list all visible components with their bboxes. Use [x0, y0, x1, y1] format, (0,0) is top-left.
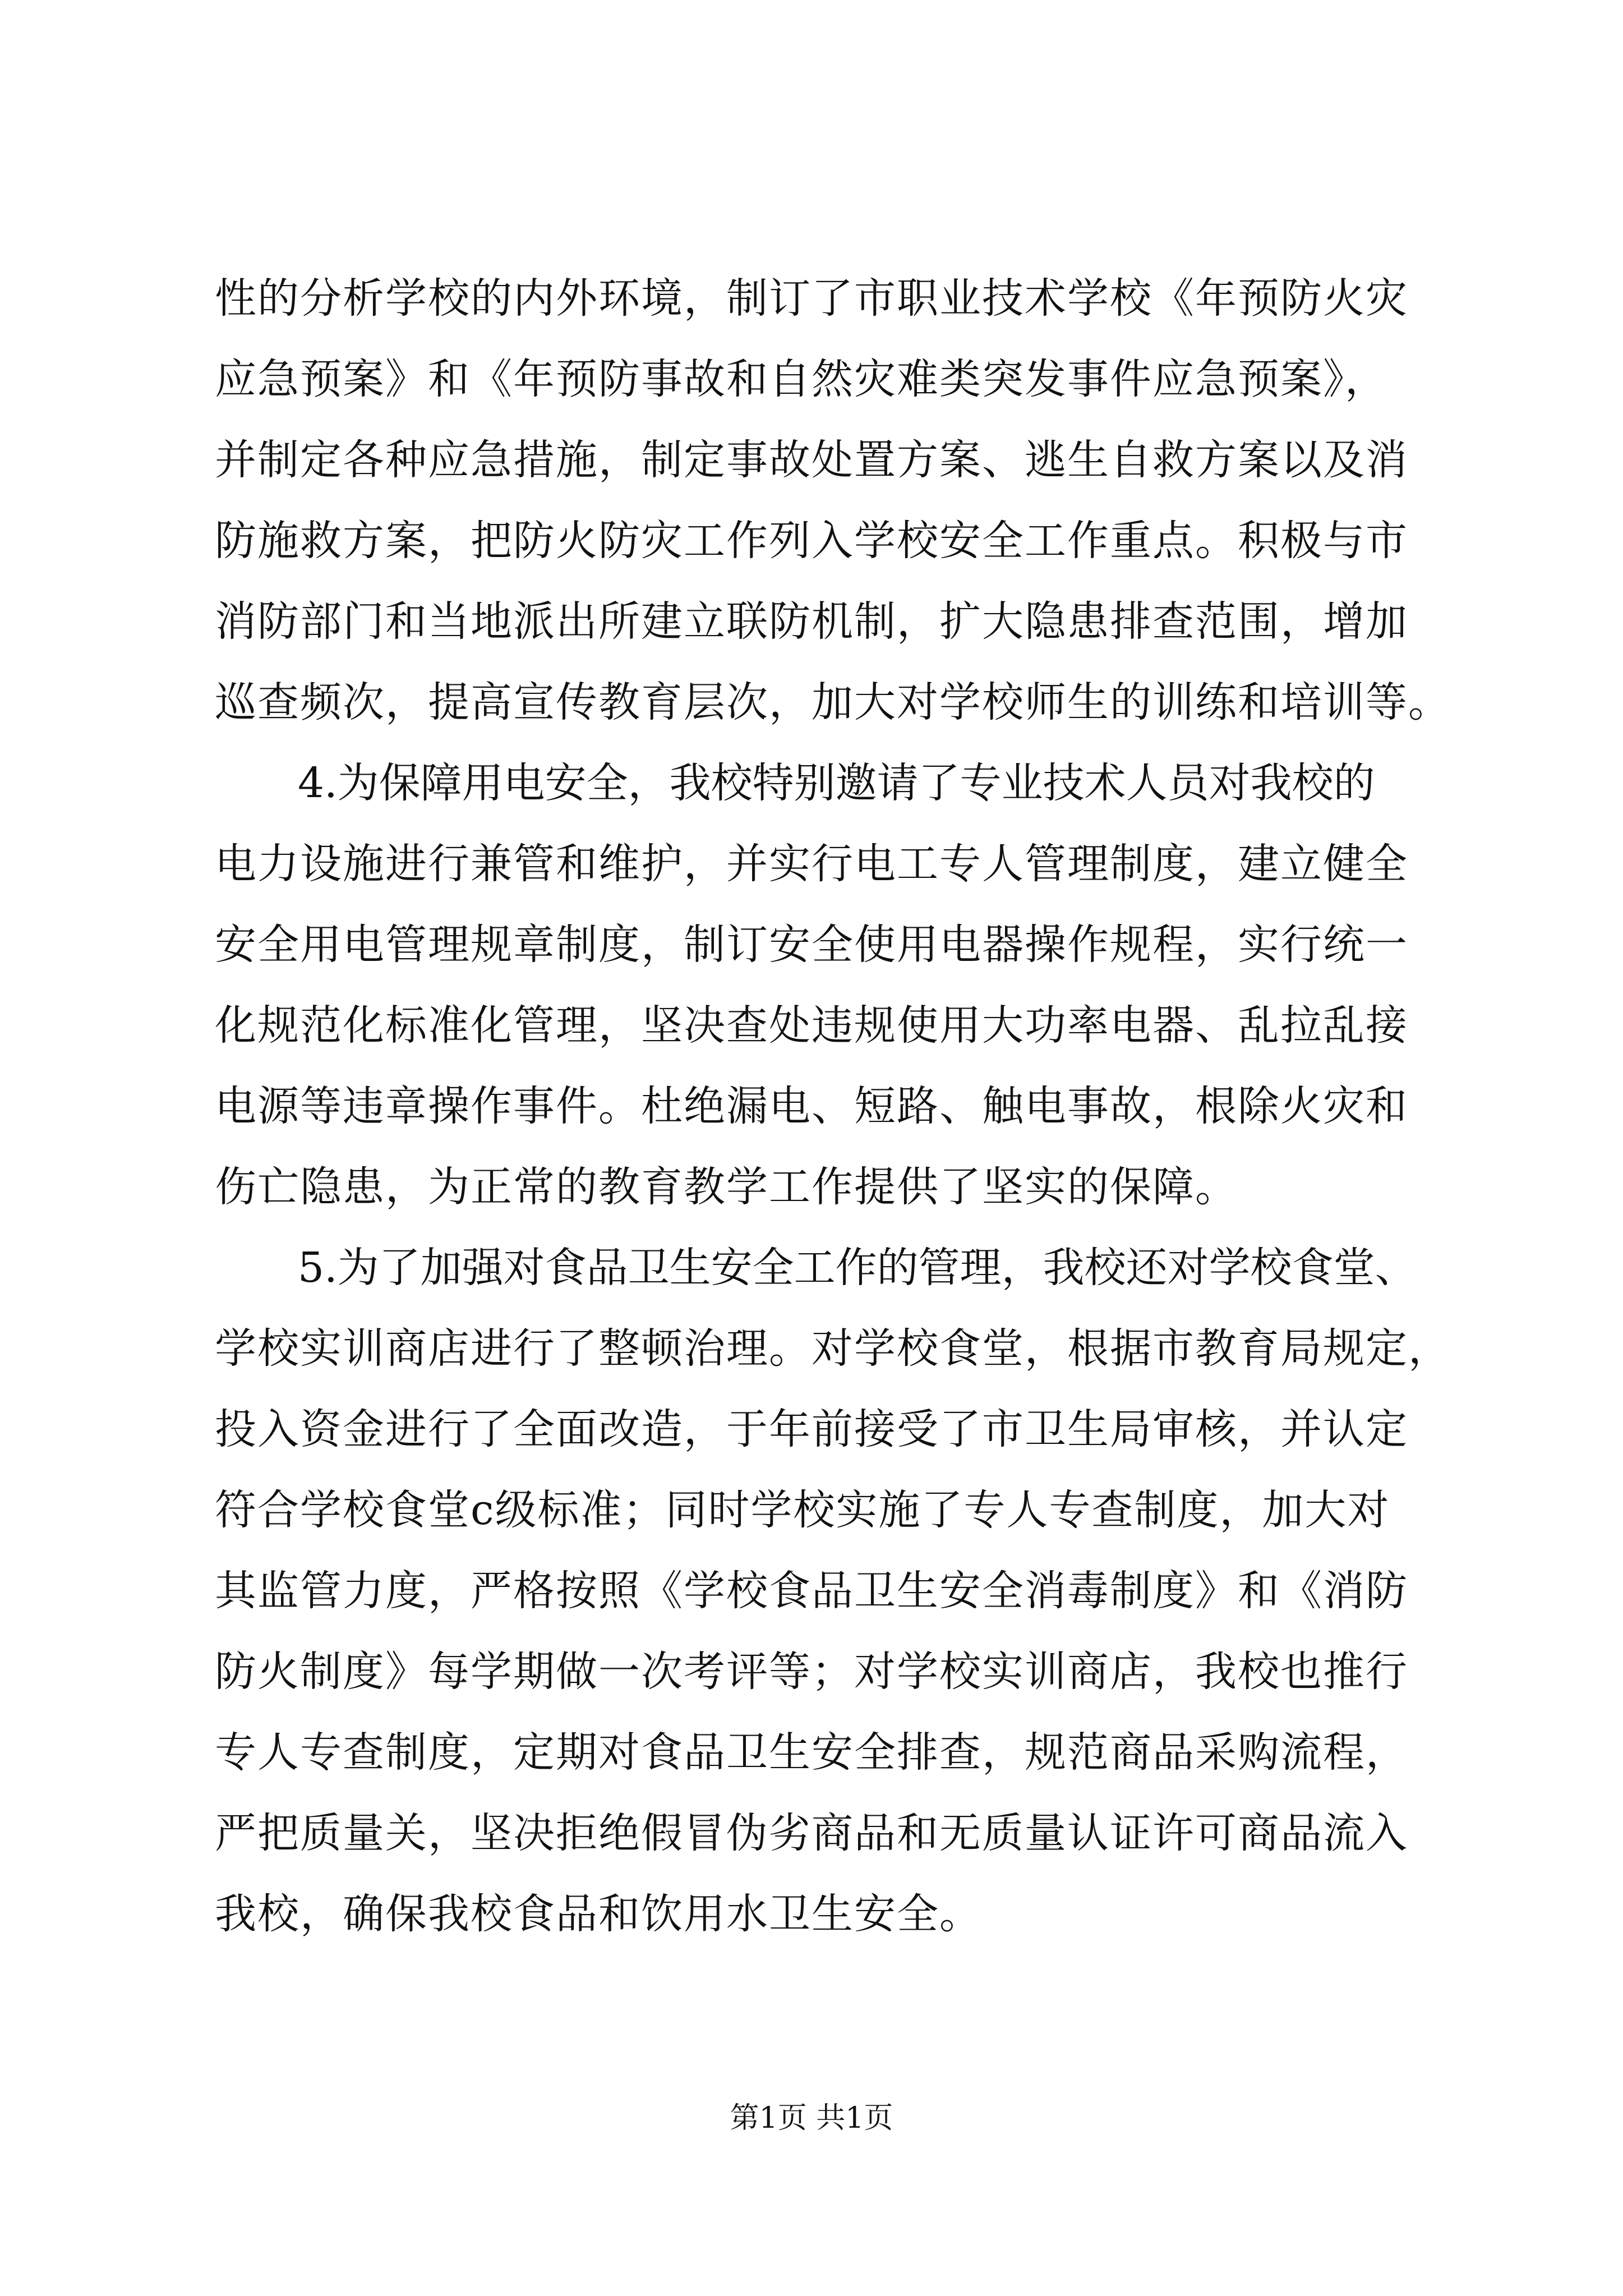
text-line: 巡查频次，提高宣传教育层次，加大对学校师生的训练和培训等。	[215, 678, 1451, 726]
text-line: 消防部门和当地派出所建立联防机制，扩大隐患排查范围，增加	[215, 597, 1408, 646]
text-line: 性的分析学校的内外环境，制订了市职业技术学校《年预防火灾	[215, 274, 1408, 323]
text-line: 投入资金进行了全面改造，于年前接受了市卫生局审核，并认定	[215, 1405, 1408, 1453]
text-line: 电源等违章操作事件。杜绝漏电、短路、触电事故，根除火灾和	[215, 1082, 1408, 1130]
document-body	[215, 258, 1451, 1954]
text-line: 专人专查制度，定期对食品卫生安全排查，规范商品采购流程，	[215, 1728, 1408, 1777]
text-line: 4.为保障用电安全，我校特别邀请了专业技术人员对我校的	[298, 759, 1375, 807]
text-line: 安全用电管理规章制度，制订安全使用电器操作规程，实行统一	[215, 921, 1408, 969]
page-footer: 第1页 共1页	[730, 2101, 893, 2135]
text-line: 学校实训商店进行了整顿治理。对学校食堂，根据市教育局规定，	[215, 1324, 1451, 1373]
text-line: 化规范化标准化管理，坚决查处违规使用大功率电器、乱拉乱接	[215, 1001, 1408, 1050]
text-line: 伤亡隐患，为正常的教育教学工作提供了坚实的保障。	[215, 1163, 1238, 1211]
text-line: 应急预案》和《年预防事故和自然灾难类突发事件应急预案》，	[215, 355, 1387, 403]
text-line: 5.为了加强对食品卫生安全工作的管理，我校还对学校食堂、	[298, 1244, 1417, 1292]
text-line: 符合学校食堂c级标准；同时学校实施了专人专查制度，加大对	[215, 1486, 1390, 1534]
text-line: 我校，确保我校食品和饮用水卫生安全。	[215, 1890, 982, 1938]
text-line: 严把质量关，坚决拒绝假冒伪劣商品和无质量认证许可商品流入	[215, 1809, 1408, 1857]
text-line: 其监管力度，严格按照《学校食品卫生安全消毒制度》和《消防	[215, 1567, 1408, 1615]
text-line: 防施救方案，把防火防灾工作列入学校安全工作重点。积极与市	[215, 517, 1408, 565]
text-line: 防火制度》每学期做一次考评等；对学校实训商店，我校也推行	[215, 1648, 1408, 1696]
text-line: 并制定各种应急措施，制定事故处置方案、逃生自救方案以及消	[215, 436, 1408, 484]
text-line: 电力设施进行兼管和维护，并实行电工专人管理制度，建立健全	[215, 840, 1408, 888]
